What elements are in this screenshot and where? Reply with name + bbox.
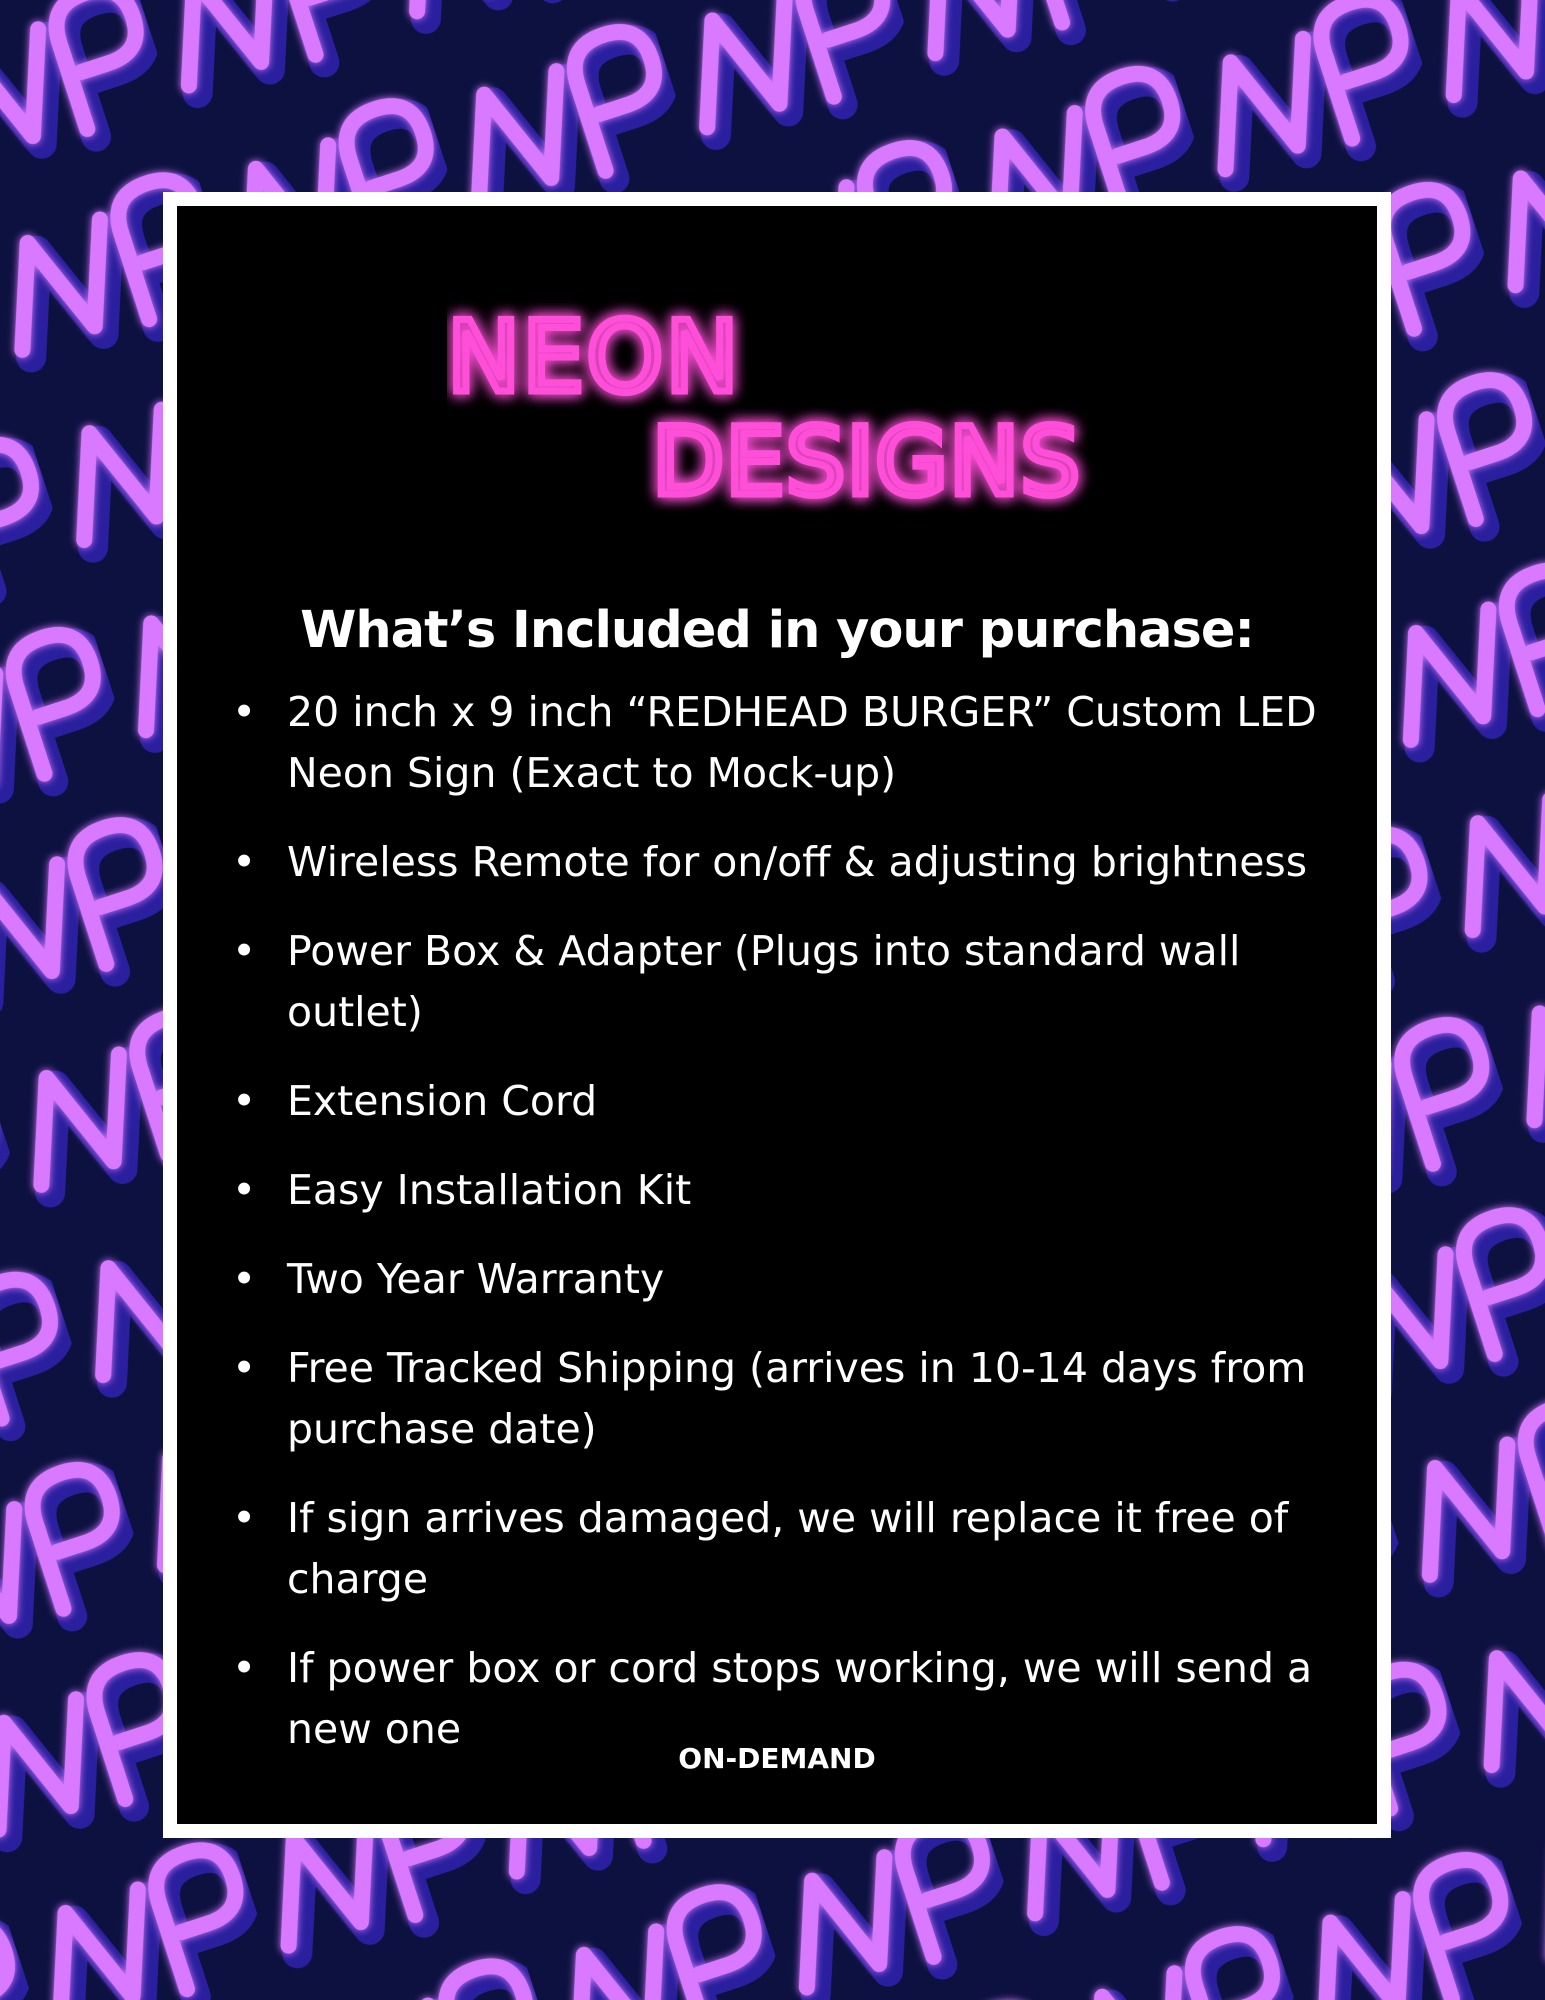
bullet-icon: • bbox=[232, 1344, 257, 1392]
included-items-list bbox=[232, 682, 1352, 1788]
bullet-icon: • bbox=[232, 1494, 257, 1542]
logo-word-neon: NEON bbox=[447, 301, 741, 415]
list-item bbox=[232, 1488, 1352, 1610]
list-item-text: Two Year Warranty bbox=[287, 1255, 665, 1303]
list-item bbox=[232, 1338, 1352, 1460]
list-item bbox=[232, 921, 1352, 1043]
list-item-text: Free Tracked Shipping (arrives in 10-14 days from purchase date) bbox=[287, 1344, 1307, 1453]
info-card-panel bbox=[177, 206, 1377, 1824]
list-item bbox=[232, 682, 1352, 804]
list-item-text: If sign arrives damaged, we will replace it free of charge bbox=[287, 1494, 1289, 1603]
bullet-icon: • bbox=[232, 927, 257, 975]
list-item-text: 20 inch x 9 inch “REDHEAD BURGER” Custom LED Neon Sign (Exact to Mock-up) bbox=[287, 688, 1317, 797]
list-item-text: Easy Installation Kit bbox=[287, 1166, 692, 1214]
list-item-text: Wireless Remote for on/off & adjusting brightness bbox=[287, 838, 1308, 886]
bullet-icon: • bbox=[232, 1644, 257, 1692]
bullet-icon: • bbox=[232, 1255, 257, 1303]
list-item-text: Power Box & Adapter (Plugs into standard wall outlet) bbox=[287, 927, 1241, 1036]
footer-label: ON-DEMAND bbox=[678, 1742, 876, 1775]
bullet-icon: • bbox=[232, 1166, 257, 1214]
bullet-icon: • bbox=[232, 1077, 257, 1125]
bullet-icon: • bbox=[232, 688, 257, 736]
list-item-text: Extension Cord bbox=[287, 1077, 598, 1125]
neon-designs-logo bbox=[447, 296, 1187, 526]
list-item bbox=[232, 1071, 1352, 1132]
list-item bbox=[232, 832, 1352, 893]
list-item-text: If power box or cord stops working, we will send a new one bbox=[287, 1644, 1313, 1753]
bullet-icon: • bbox=[232, 838, 257, 886]
list-item bbox=[232, 1160, 1352, 1221]
page-title: What’s Included in your purchase: bbox=[300, 601, 1254, 660]
info-card bbox=[163, 192, 1391, 1838]
list-item bbox=[232, 1249, 1352, 1310]
logo-word-designs: DESIGNS bbox=[652, 408, 1081, 517]
